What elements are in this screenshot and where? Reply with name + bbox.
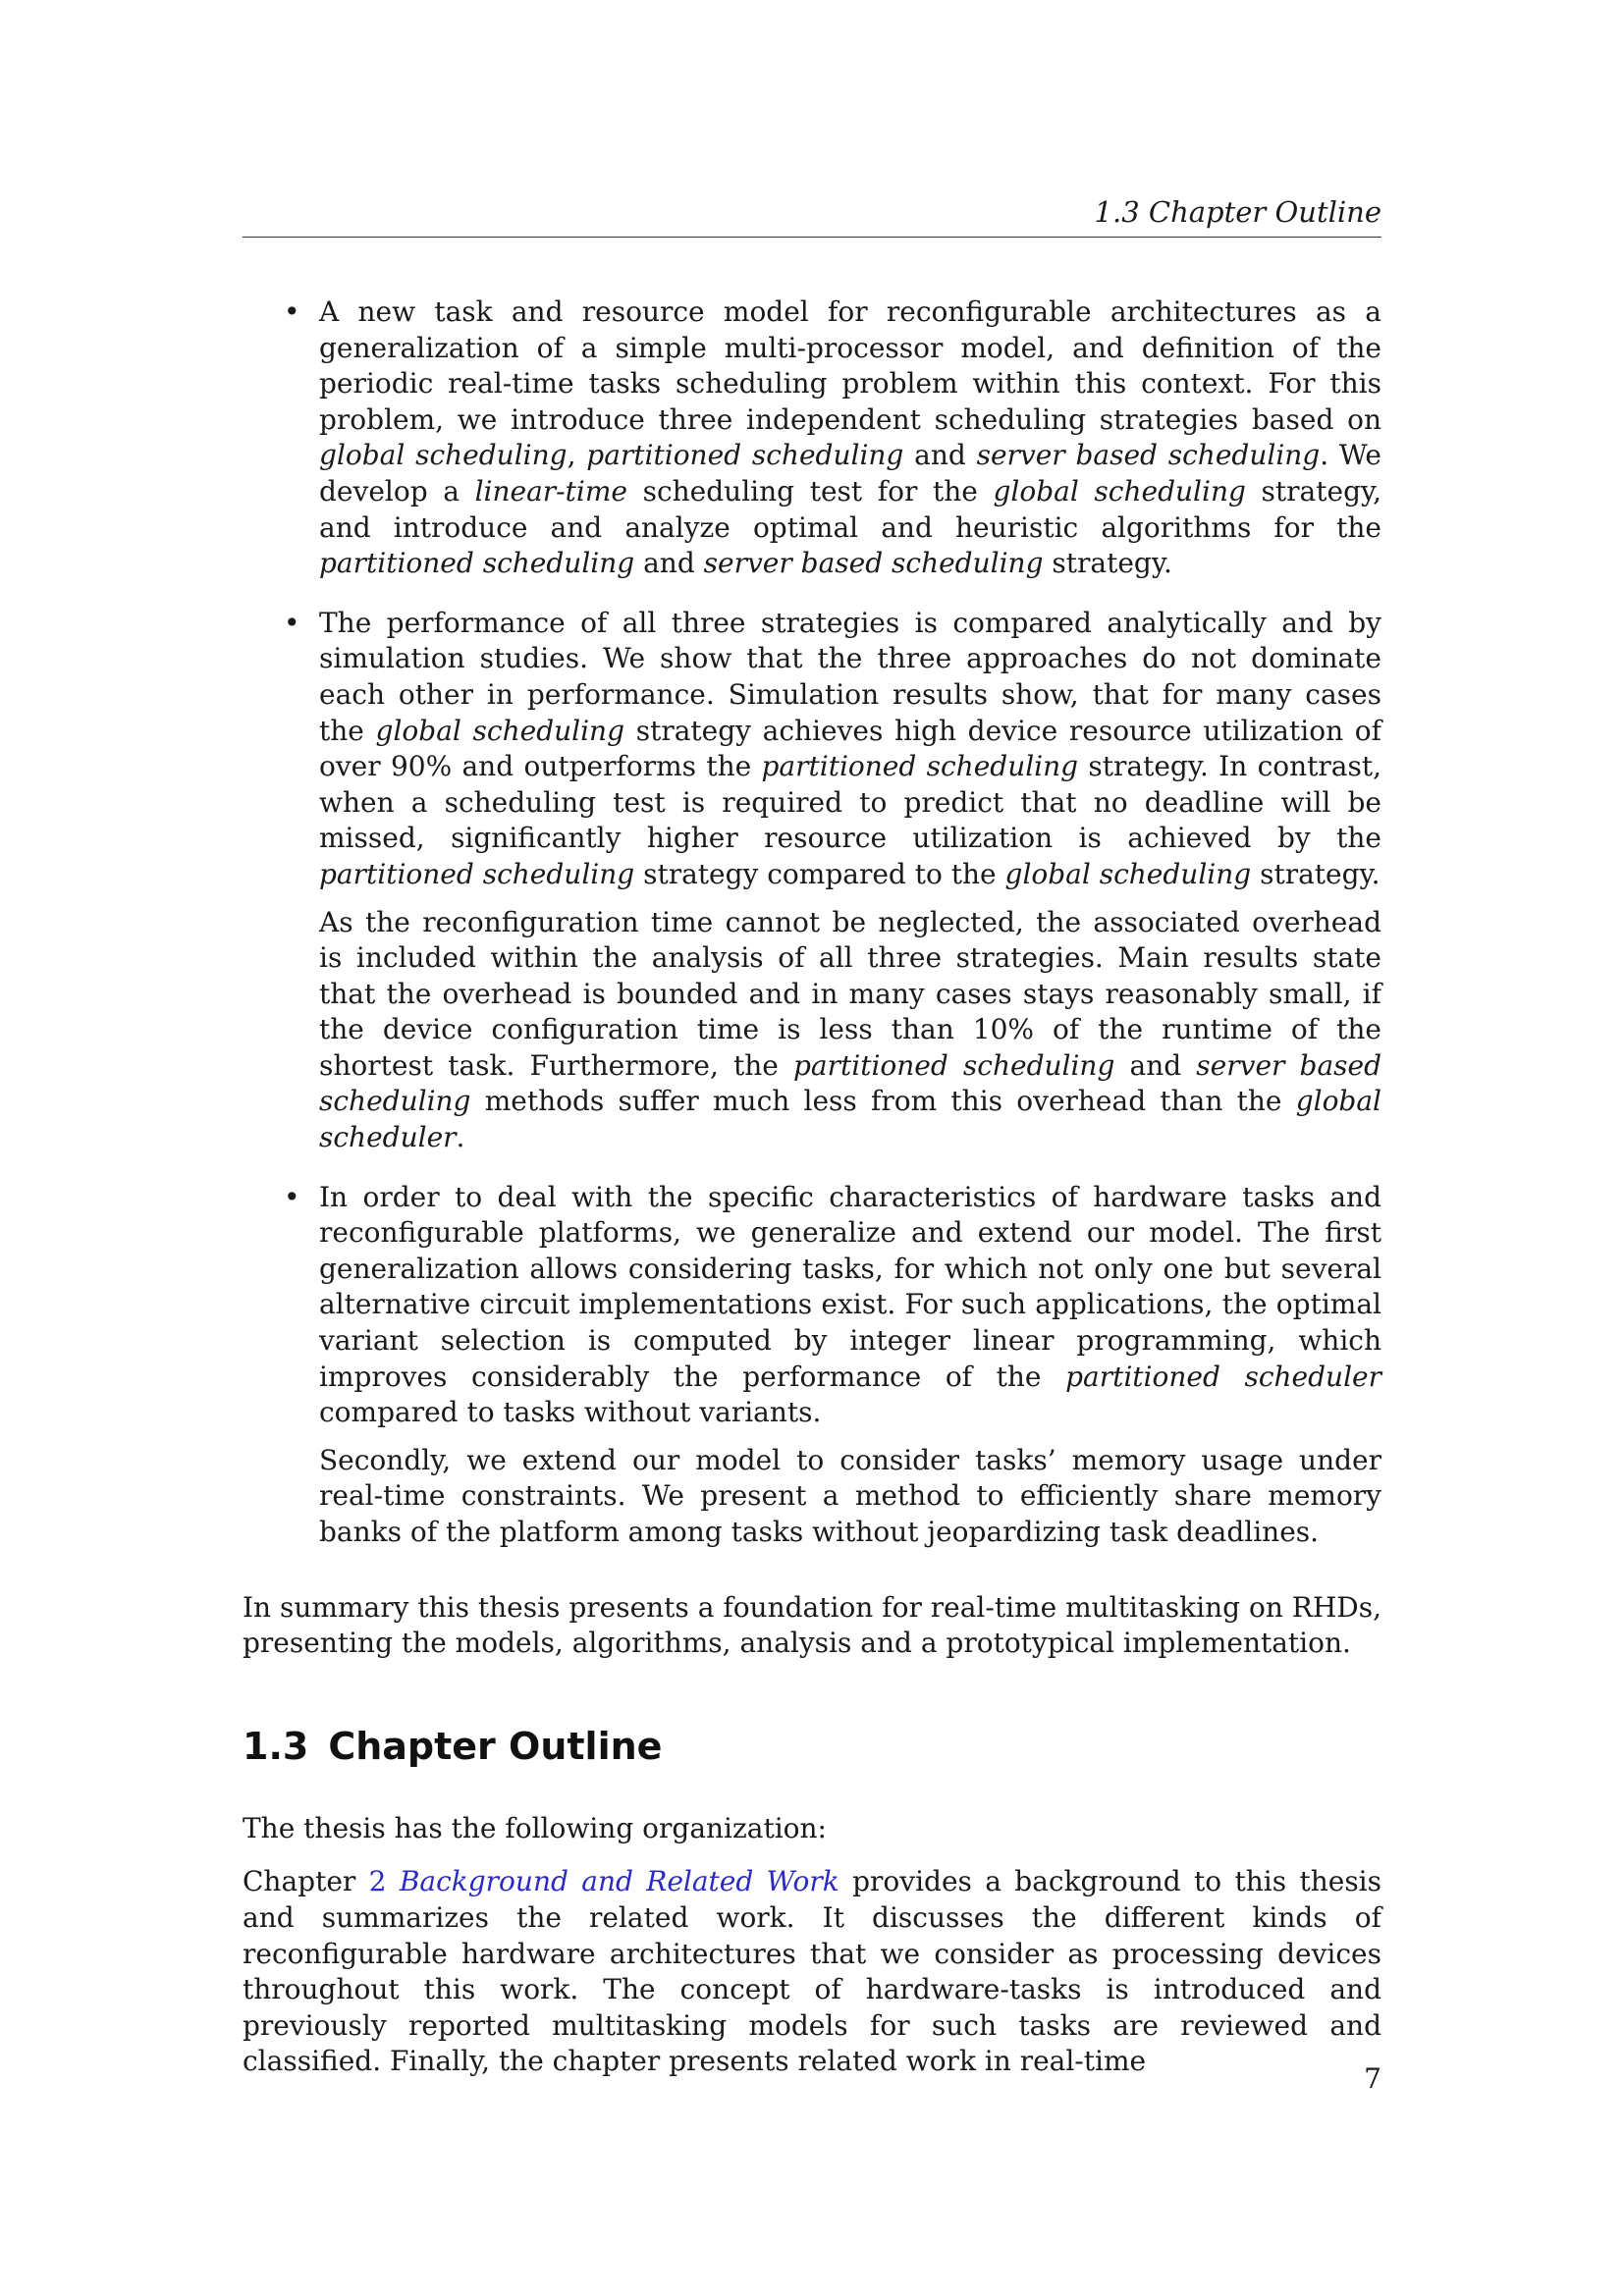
list-item-paragraph: Secondly, we extend our model to consider tasks’ memory usage under real-time constraints. We present a method to efficiently share memory banks of the platform among tasks without jeopardizing task deadlines. bbox=[319, 1443, 1381, 1548]
section-number: 1.3 bbox=[243, 1724, 309, 1768]
emphasis-term: partitioned scheduling bbox=[586, 439, 904, 472]
bullet-icon: • bbox=[284, 606, 300, 639]
emphasis-term: server based scheduling bbox=[976, 439, 1321, 472]
list-item bbox=[243, 606, 1381, 1156]
emphasis-term: server based scheduling bbox=[319, 1048, 1381, 1118]
emphasis-term: global scheduling bbox=[1004, 857, 1252, 890]
chapter-reference-link[interactable] bbox=[369, 1865, 839, 1897]
emphasis-term: global scheduling bbox=[375, 714, 625, 747]
emphasis-term: linear-time bbox=[474, 474, 627, 507]
list-item-paragraph: A new task and resource model for reconfigurable architectures as a generalization of a simple multi-processor model, and definition of the periodic real-time tasks scheduling problem within this context. For this problem, we introduce three independent scheduling strategies based on global scheduling, partitioned scheduling and server based scheduling. We develop a linear-time scheduling test for the global scheduling strategy, and introduce and analyze optimal and heuristic algorithms for the partitioned scheduling and server based scheduling strategy. bbox=[319, 295, 1381, 580]
list-item bbox=[243, 1180, 1381, 1551]
intro-paragraph: The thesis has the following organization: bbox=[243, 1811, 827, 1844]
list-item-paragraph: As the reconfiguration time cannot be neglected, the associated overhead is included within the analysis of all three strategies. Main results state that the overhead is bounded and in many cases stays reasonably small, if the device configuration time is less than 10% of the runtime of the shortest task. Furthermore, the partitioned scheduling and server based scheduling methods suffer much less from this overhead than the global scheduler. bbox=[319, 905, 1381, 1154]
emphasis-term: partitioned scheduling bbox=[319, 547, 635, 580]
bullet-icon: • bbox=[284, 295, 300, 328]
outline-paragraph bbox=[243, 1864, 1381, 2080]
chapter-ref-title[interactable]: Background and Related Work bbox=[399, 1865, 839, 1898]
section-heading bbox=[243, 1723, 1381, 1770]
summary-paragraph: In summary this thesis presents a foundation for real-time multitasking on RHDs, presenting the models, algorithms, analysis and a prototypical implementation. bbox=[243, 1590, 1381, 1660]
chapter-ref-number[interactable]: 2 bbox=[368, 1865, 387, 1898]
running-head: 1.3 Chapter Outline bbox=[1094, 195, 1381, 229]
header-rule bbox=[243, 237, 1381, 238]
page-body bbox=[243, 294, 1381, 2080]
outline-text-lead: Chapter bbox=[243, 1865, 369, 1898]
emphasis-term: partitioned scheduling bbox=[761, 750, 1079, 783]
list-item-paragraph: In order to deal with the specific characteristics of hardware tasks and reconfigurable platforms, we generalize and extend our model. The first generalization allows considering tasks, for which not only one but several alternative circuit implementations exist. For such applications, the optimal variant selection is computed by integer linear programming, which improves considerably the performance of the partitioned scheduler compared to tasks without variants. bbox=[319, 1180, 1381, 1429]
section-title: Chapter Outline bbox=[328, 1724, 663, 1768]
bullet-icon: • bbox=[284, 1180, 300, 1213]
outline-text-rest: provides a background to this thesis and summarizes the related work. It discusses the different kinds of reconfigurable hardware architectures that we consider as processing devices throughout this work. The concept of hardware-tasks is introduced and previously reported multitasking models for such tasks are reviewed and classified. Finally, the chapter presents related work in real-time bbox=[243, 1865, 1382, 2078]
emphasis-term: global scheduler bbox=[319, 1085, 1381, 1154]
emphasis-term: global scheduling bbox=[993, 474, 1246, 507]
emphasis-term: server based scheduling bbox=[703, 547, 1044, 580]
list-item-paragraph: The performance of all three strategies is compared analytically and by simulation studies. We show that the three approaches do not dominate each other in performance. Simulation results show, that for many cases the global scheduling strategy achieves high device resource utilization of over 90% and outperforms the partitioned scheduling strategy. In contrast, when a scheduling test is required to predict that no deadline will be missed, significantly higher resource utilization is achieved by the partitioned scheduling strategy compared to the global scheduling strategy. bbox=[319, 606, 1382, 890]
emphasis-term: partitioned scheduling bbox=[319, 857, 635, 890]
contribution-list bbox=[243, 294, 1381, 1551]
emphasis-term: partitioned scheduling bbox=[792, 1048, 1115, 1082]
emphasis-term: partitioned scheduler bbox=[1065, 1360, 1381, 1393]
list-item bbox=[243, 294, 1381, 582]
page-number: 7 bbox=[1364, 2062, 1381, 2095]
emphasis-term: global scheduling bbox=[319, 439, 568, 472]
